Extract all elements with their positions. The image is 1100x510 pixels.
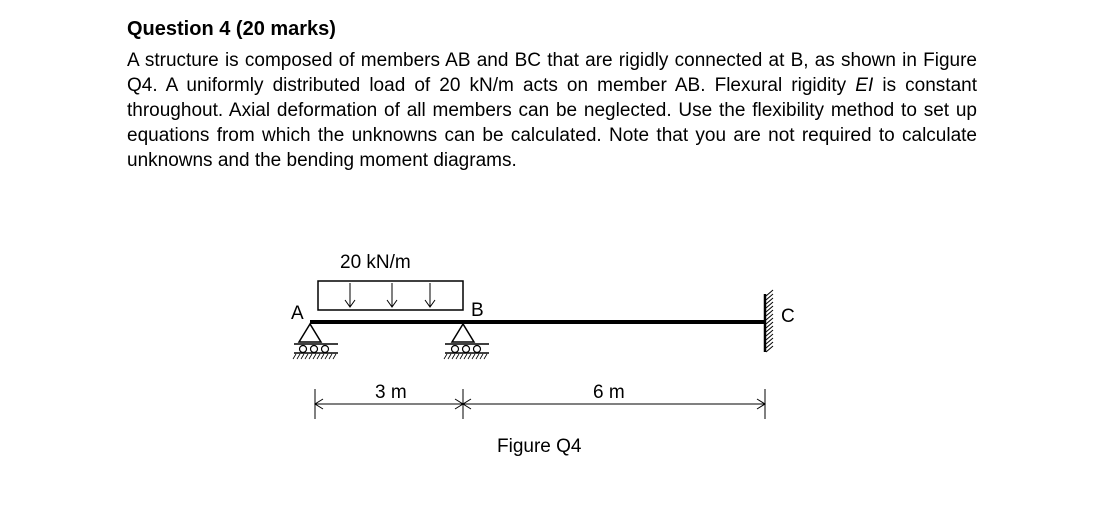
- roller-support-a: [293, 324, 338, 359]
- question-text-part-2: is constant throughout. Axial deformation of all members can be neglected. Use the flexibility method to set up equations from which the unknowns can be calculated. Note that you are not required to calculate unknowns and the bending moment diagrams.: [127, 75, 977, 171]
- roller-wheel: [463, 346, 470, 353]
- dim-bc-label: 6 m: [593, 382, 625, 403]
- support-triangle: [299, 324, 321, 342]
- roller-wheel: [322, 346, 329, 353]
- distributed-load: [318, 281, 463, 310]
- figure-caption: Figure Q4: [497, 436, 582, 457]
- wall-hatch: [766, 290, 773, 352]
- point-a-label: A: [291, 303, 304, 324]
- ground-hatch: [293, 354, 336, 359]
- ground-hatch: [444, 354, 487, 359]
- point-c-label: C: [781, 306, 795, 327]
- support-triangle: [452, 324, 474, 342]
- roller-wheel: [452, 346, 459, 353]
- roller-wheel: [474, 346, 481, 353]
- roller-support-b: [444, 324, 489, 359]
- dim-ab-label: 3 m: [375, 382, 407, 403]
- fixed-support-c: [765, 290, 773, 352]
- question-text-part-1: A structure is composed of members AB and BC that are rigidly connected at B, as shown in Figure Q4. A uniformly distributed load of 20 kN/m acts on member AB. Flexural rigidity: [127, 50, 977, 96]
- point-b-label: B: [471, 300, 484, 321]
- question-title: Question 4 (20 marks): [127, 18, 336, 40]
- load-label: 20 kN/m: [340, 252, 411, 273]
- roller-wheel: [311, 346, 318, 353]
- roller-wheel: [300, 346, 307, 353]
- flexural-rigidity-symbol: EI: [855, 75, 874, 96]
